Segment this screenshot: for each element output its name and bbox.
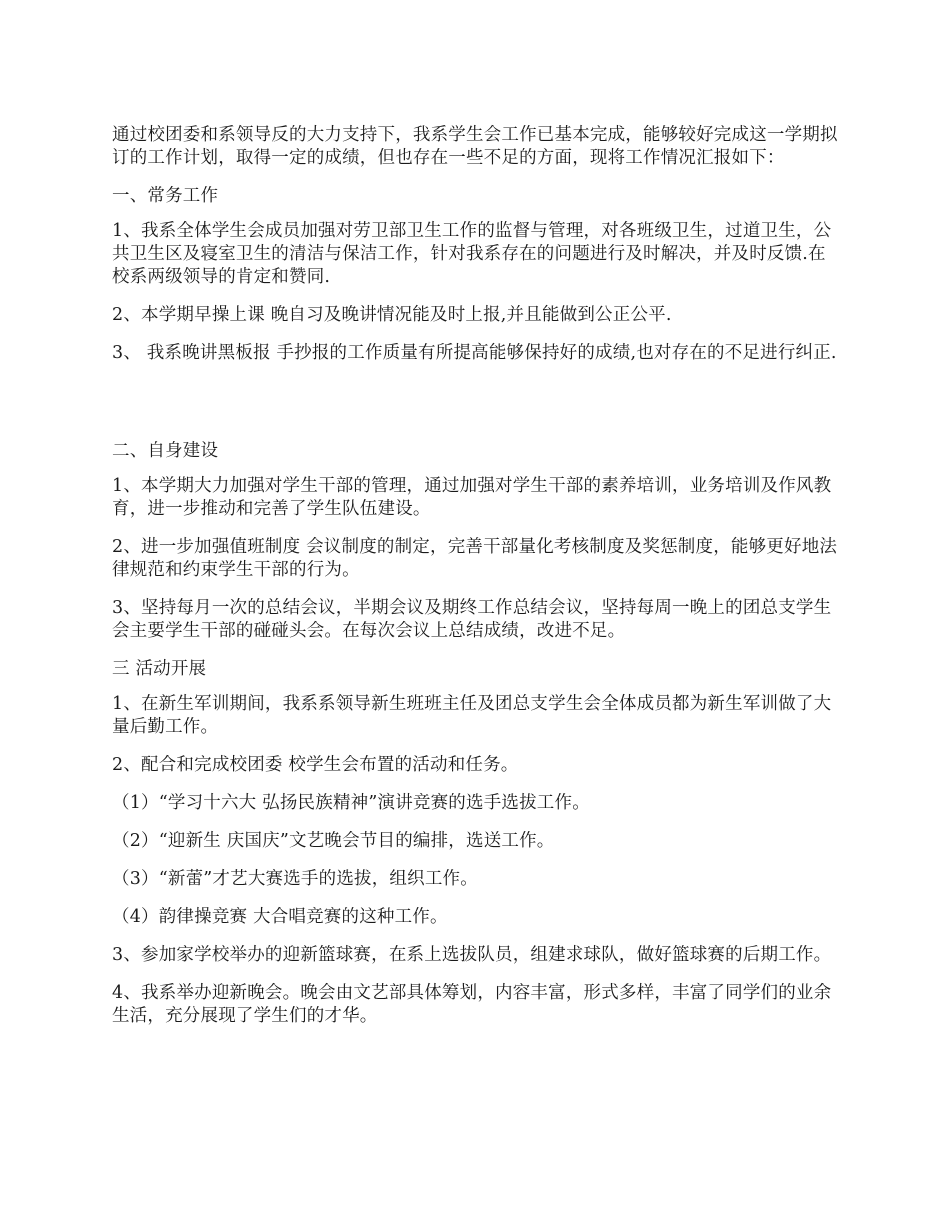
section-3-subitem-3: （3）“新蕾”才艺大赛选手的选拔，组织工作。 [112,869,478,889]
section-1-heading: 一、常务工作 [112,186,219,206]
section-2-heading: 二、自身建设 [112,441,219,461]
section-3-subitem-1: （1）“学习十六大 弘扬民族精神”演讲竞赛的选手选拔工作。 [112,793,590,813]
section-2-item-1: 1、本学期大力加强对学生干部的管理，通过加强对学生干部的素养培训，业务培训及作风教育，进一步推动和完善了学生队伍建设。 [112,476,832,519]
section-1-item-1: 1、我系全体学生会成员加强对劳卫部卫生工作的监督与管理，对各班级卫生，过道卫生，公共卫生区及寝室卫生的清洁与保洁工作，针对我系存在的问题进行及时解决，并及时反馈.在校系两级领导的肯定和赞同. [112,221,832,287]
section-1-item-2: 2、本学期早操上课 晚自习及晚讲情况能及时上报,并且能做到公正公平. [112,305,672,325]
section-2-item-3: 3、坚持每月一次的总结会议，半期会议及期终工作总结会议，坚持每周一晚上的团总支学生会主要学生干部的碰碰头会。在每次会议上总结成绩，改进不足。 [112,598,832,641]
section-3-item-1: 1、在新生军训期间，我系系领导新生班班主任及团总支学生会全体成员都为新生军训做了大量后勤工作。 [112,694,832,737]
section-3-heading: 三 活动开展 [112,659,207,679]
blank-space [112,380,842,440]
section-1-item-3: 3、 我系晚讲黑板报 手抄报的工作质量有所提高能够保持好的成绩,也对存在的不足进行纠正. [112,343,837,363]
section-3-item-3: 3、参加家学校举办的迎新篮球赛，在系上选拔队员，组建求球队，做好篮球赛的后期工作。 [112,945,832,965]
section-3-item-2: 2、配合和完成校团委 校学生会布置的活动和任务。 [112,755,519,775]
section-2-item-2: 2、进一步加强值班制度 会议制度的制定，完善干部量化考核制度及奖惩制度，能够更好地法律规范和约束学生干部的行为。 [112,537,838,580]
section-3-subitem-4: （4）韵律操竞赛 大合唱竞赛的这种工作。 [112,907,448,927]
section-3-subitem-2: （2）“迎新生 庆国庆”文艺晚会节目的编排，选送工作。 [112,831,555,851]
document-body [112,124,842,1043]
section-3-item-4: 4、我系举办迎新晚会。晚会由文艺部具体筹划，内容丰富，形式多样，丰富了同学们的业余生活，充分展现了学生们的才华。 [112,983,832,1026]
intro-paragraph: 通过校团委和系领导反的大力支持下，我系学生会工作已基本完成，能够较好完成这一学期拟订的工作计划，取得一定的成绩，但也存在一些不足的方面，现将工作情况汇报如下： [112,125,838,168]
